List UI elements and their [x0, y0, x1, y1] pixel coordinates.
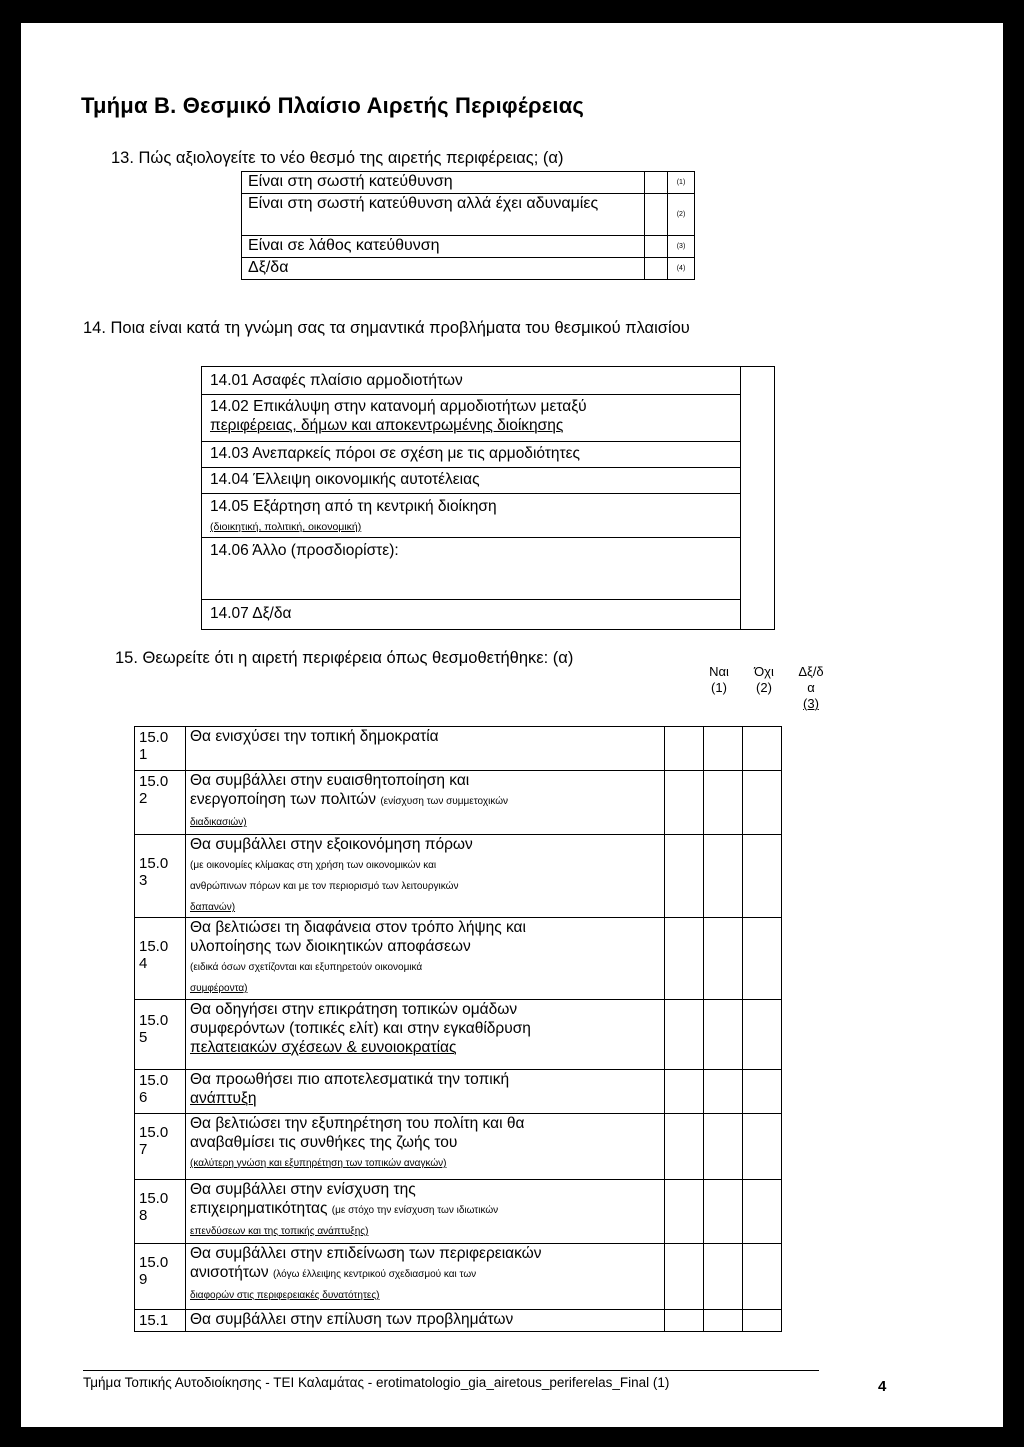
row-number-part: 15.0 [139, 938, 169, 955]
row-number [135, 1000, 186, 1070]
table-row [135, 1000, 782, 1070]
row-number [135, 1310, 186, 1332]
checkbox-yes[interactable] [665, 918, 704, 1000]
question-15: 15. Θεωρείτε ότι η αιρετή περιφέρεια όπως θεσμοθετήθηκε: (α) [115, 649, 574, 667]
divider [202, 467, 740, 468]
checkbox-dont-know[interactable] [743, 835, 782, 918]
row-statement [186, 1244, 665, 1310]
row-number-part: 15.0 [139, 855, 169, 872]
checkbox-dont-know[interactable] [743, 1310, 782, 1332]
row-number [135, 1244, 186, 1310]
statement-note: ανθρώπινων πόρων και με τον περιορισμό των λειτουργικών [190, 881, 459, 892]
q14-item-text: Έλλειψη οικονομικής αυτοτέλειας [253, 471, 480, 488]
q14-item-text: Ασαφές πλαίσιο αρμοδιοτήτων [252, 372, 463, 389]
question-13: 13. Πώς αξιολογείτε το νέο θεσμό της αιρετής περιφέρειας; (α) [111, 149, 564, 167]
table-row [135, 1070, 782, 1114]
statement-line: συμφερόντων (τοπικές ελίτ) και στην εγκαθίδρυση [190, 1020, 531, 1037]
checkbox-no[interactable] [704, 1000, 743, 1070]
table-row [135, 1244, 782, 1310]
checkbox-yes[interactable] [665, 835, 704, 918]
statement-line: επιχειρηματικότητας [190, 1200, 328, 1217]
row-number-part: 15.1 [139, 1312, 169, 1329]
row-number-part: 15.0 [139, 773, 169, 790]
q14-item-06 [210, 541, 399, 560]
row-number [135, 1180, 186, 1244]
statement-note: (ενίσχυση των συμμετοχικών [380, 796, 508, 807]
row-number-part: 8 [139, 1207, 148, 1224]
row-statement [186, 1000, 665, 1070]
statement-note: διαφορών στις περιφερειακές δυνατότητες) [190, 1290, 380, 1301]
checkbox-no[interactable] [704, 1180, 743, 1244]
checkbox-no[interactable] [704, 835, 743, 918]
statement-note: συμφέροντα) [190, 983, 248, 994]
checkbox-dont-know[interactable] [743, 1070, 782, 1114]
q14-item-text: Εξάρτηση από τη κεντρική διοίκηση [253, 498, 497, 515]
header-no-label: Όχι [754, 664, 774, 679]
row-number-part: 15.0 [139, 729, 169, 746]
header-dont-know-code: (3) [803, 696, 819, 711]
statement-line: ανάπτυξη [190, 1090, 257, 1107]
checkbox-no[interactable] [704, 1114, 743, 1180]
footer-rule [83, 1370, 819, 1371]
q13-checkbox[interactable] [645, 194, 668, 236]
row-number-part: 9 [139, 1271, 148, 1288]
statement-line: αναβαθμίσει τις συνθήκες της ζωής του [190, 1134, 458, 1151]
row-statement [186, 1180, 665, 1244]
row-number-part: 3 [139, 872, 148, 889]
q13-option-code: (1) [668, 172, 695, 194]
checkbox-dont-know[interactable] [743, 1000, 782, 1070]
statement-line: υλοποίησης των διοικητικών αποφάσεων [190, 938, 471, 955]
q14-item-code: 14.03 [210, 445, 249, 462]
statement-line: Θα συμβάλλει στην επίλυση των προβλημάτων [190, 1311, 514, 1328]
q13-option-label: Είναι σε λάθος κατεύθυνση [242, 236, 645, 258]
table-row [135, 771, 782, 835]
q14-item-02 [210, 397, 587, 435]
q14-item-01 [210, 371, 463, 390]
checkbox-yes[interactable] [665, 1070, 704, 1114]
row-number-part: 7 [139, 1141, 148, 1158]
header-no [744, 664, 784, 696]
row-number-part: 1 [139, 746, 148, 763]
checkbox-dont-know[interactable] [743, 771, 782, 835]
statement-note: (με οικονομίες κλίμακας στη χρήση των οικονομικών και [190, 860, 437, 871]
checkbox-dont-know[interactable] [743, 1244, 782, 1310]
row-number-part: 2 [139, 790, 148, 807]
q13-option-row [242, 194, 695, 236]
statement-line: Θα προωθήσει πιο αποτελεσματικά την τοπική [190, 1071, 510, 1088]
table-row [135, 835, 782, 918]
row-number-part: 15.0 [139, 1124, 169, 1141]
q14-item-code: 14.04 [210, 471, 249, 488]
row-number [135, 1114, 186, 1180]
row-number [135, 727, 186, 771]
q14-item-note: (διοικητική, πολιτική, οικονομική) [210, 521, 362, 533]
checkbox-yes[interactable] [665, 771, 704, 835]
divider [202, 599, 740, 600]
q14-item-text: Δξ/δα [252, 605, 292, 622]
q14-item-text: Επικάλυψη στην κατανομή αρμοδιοτήτων μεταξύ [253, 398, 587, 415]
q13-checkbox[interactable] [645, 258, 668, 280]
header-no-code: (2) [756, 680, 772, 695]
statement-line: πελατειακών σχέσεων & ευνοιοκρατίας [190, 1039, 457, 1056]
divider [202, 441, 740, 442]
statement-note: (καλύτερη γνώση και εξυπηρέτηση των τοπικών αναγκών) [190, 1158, 447, 1169]
q13-option-row [242, 236, 695, 258]
checkbox-dont-know[interactable] [743, 1114, 782, 1180]
q15-table [134, 726, 782, 1332]
divider [202, 493, 740, 494]
header-dont-know-label: Δξ/δ [798, 664, 824, 679]
statement-line: Θα βελτιώσει την εξυπηρέτηση του πολίτη και θα [190, 1115, 525, 1132]
q14-item-04 [210, 470, 480, 489]
row-statement [186, 835, 665, 918]
table-row [135, 1114, 782, 1180]
row-number-part: 15.0 [139, 1012, 169, 1029]
row-number [135, 1070, 186, 1114]
row-number-part: 6 [139, 1089, 148, 1106]
row-number [135, 918, 186, 1000]
q14-item-text: Ανεπαρκείς πόροι σε σχέση με τις αρμοδιότητες [252, 445, 581, 462]
checkbox-no[interactable] [704, 727, 743, 771]
q14-options-box [201, 366, 775, 630]
q13-checkbox[interactable] [645, 236, 668, 258]
statement-line: Θα συμβάλλει στην εξοικονόμηση πόρων [190, 836, 473, 853]
statement-note: (λόγω έλλειψης κεντρικού σχεδιασμού και των [272, 1269, 477, 1280]
statement-note: (με στόχο την ενίσχυση των ιδιωτικών [331, 1205, 499, 1216]
checkbox-no[interactable] [704, 1244, 743, 1310]
q13-option-code: (2) [668, 194, 695, 236]
q14-item-07 [210, 604, 291, 623]
footer-text: Τμήμα Τοπικής Αυτοδιοίκησης - ΤΕΙ Καλαμάτας - erotimatologio_gia_airetous_periferelas_Final (1) [83, 1375, 670, 1390]
q14-item-03 [210, 444, 580, 463]
page-number: 4 [878, 1378, 887, 1395]
row-number-part: 15.0 [139, 1190, 169, 1207]
q14-item-code: 14.07 [210, 605, 249, 622]
q13-option-row [242, 258, 695, 280]
header-yes [699, 664, 739, 696]
q14-item-code: 14.05 [210, 498, 249, 515]
row-statement [186, 771, 665, 835]
statement-line: ανισοτήτων [190, 1264, 269, 1281]
q14-checkbox-column[interactable] [740, 367, 741, 629]
checkbox-dont-know[interactable] [743, 918, 782, 1000]
row-number-part: 4 [139, 955, 148, 972]
q14-item-code: 14.06 [210, 542, 249, 559]
statement-line: Θα συμβάλλει στην ευαισθητοποίηση και [190, 772, 470, 789]
document-page [21, 23, 1003, 1427]
section-title: Τμήμα Β. Θεσμικό Πλαίσιο Αιρετής Περιφέρειας [81, 93, 585, 118]
row-number-part: 15.0 [139, 1254, 169, 1271]
checkbox-yes[interactable] [665, 1180, 704, 1244]
q14-item-05 [210, 497, 497, 537]
q13-option-code: (4) [668, 258, 695, 280]
row-number [135, 771, 186, 835]
question-14: 14. Ποια είναι κατά τη γνώμη σας τα σημαντικά προβλήματα του θεσμικού πλαισίου [83, 319, 690, 337]
checkbox-yes[interactable] [665, 727, 704, 771]
divider [202, 537, 740, 538]
header-dont-know [789, 664, 833, 712]
q14-item-text: Άλλο (προσδιορίστε): [252, 542, 399, 559]
q14-item-code: 14.01 [210, 372, 249, 389]
row-statement [186, 727, 665, 771]
q13-option-label: Είναι στη σωστή κατεύθυνση αλλά έχει αδυναμίες [242, 194, 645, 236]
statement-note: (ειδικά όσων σχετίζονται και εξυπηρετούν οικονομικά [190, 962, 423, 973]
statement-note: επενδύσεων και της τοπικής ανάπτυξης) [190, 1226, 369, 1237]
row-number-part: 15.0 [139, 1072, 169, 1089]
statement-line: Θα συμβάλλει στην ενίσχυση της [190, 1181, 416, 1198]
row-statement [186, 1310, 665, 1332]
row-statement [186, 1070, 665, 1114]
checkbox-no[interactable] [704, 1070, 743, 1114]
checkbox-dont-know[interactable] [743, 1180, 782, 1244]
row-statement [186, 918, 665, 1000]
statement-line: ενεργοποίηση των πολιτών [190, 791, 376, 808]
q13-option-label: Δξ/δα [242, 258, 645, 280]
statement-note: δαπανών) [190, 902, 236, 913]
checkbox-no[interactable] [704, 771, 743, 835]
checkbox-dont-know[interactable] [743, 727, 782, 771]
q14-item-text-line2: περιφέρειας, δήμων και αποκεντρωμένης διοίκησης [210, 417, 564, 434]
row-statement [186, 1114, 665, 1180]
divider [202, 394, 740, 395]
checkbox-no[interactable] [704, 918, 743, 1000]
table-row [135, 1310, 782, 1332]
q13-option-label: Είναι στη σωστή κατεύθυνση [242, 172, 645, 194]
row-number [135, 835, 186, 918]
statement-line: Θα συμβάλλει στην επιδείνωση των περιφερειακών [190, 1245, 542, 1262]
statement-line: Θα οδηγήσει στην επικράτηση τοπικών ομάδων [190, 1001, 518, 1018]
header-yes-code: (1) [711, 680, 727, 695]
q13-option-code: (3) [668, 236, 695, 258]
statement-line: Θα βελτιώσει τη διαφάνεια στον τρόπο λήψης και [190, 919, 526, 936]
statement-line: Θα ενισχύσει την τοπική δημοκρατία [190, 728, 439, 745]
row-number-part: 5 [139, 1029, 148, 1046]
checkbox-no[interactable] [704, 1310, 743, 1332]
checkbox-yes[interactable] [665, 1310, 704, 1332]
checkbox-yes[interactable] [665, 1000, 704, 1070]
checkbox-yes[interactable] [665, 1114, 704, 1180]
q13-checkbox[interactable] [645, 172, 668, 194]
table-row [135, 727, 782, 771]
table-row [135, 918, 782, 1000]
checkbox-yes[interactable] [665, 1244, 704, 1310]
table-row [135, 1180, 782, 1244]
q13-option-row [242, 172, 695, 194]
statement-note: διαδικασιών) [190, 817, 247, 828]
q14-item-code: 14.02 [210, 398, 249, 415]
q13-options-table [241, 171, 695, 280]
header-dont-know-label-cont: α [807, 680, 815, 695]
header-yes-label: Ναι [709, 664, 729, 679]
